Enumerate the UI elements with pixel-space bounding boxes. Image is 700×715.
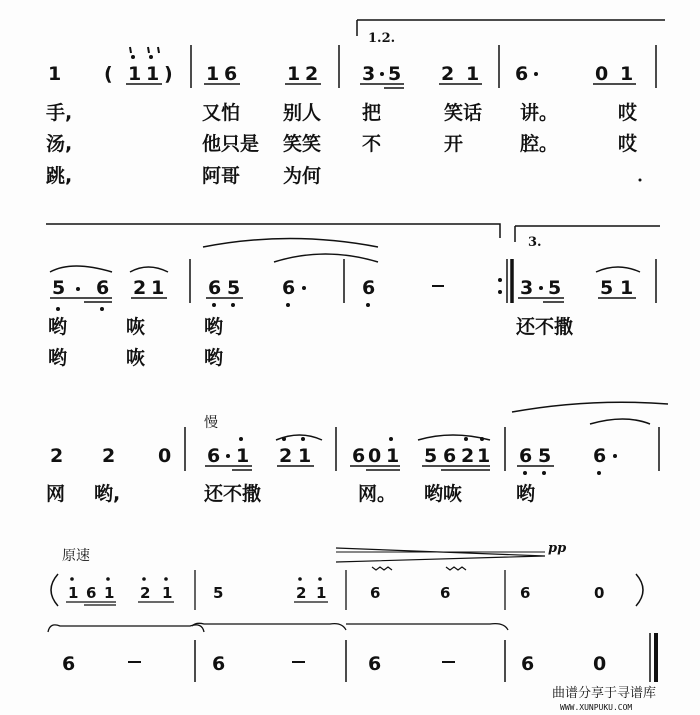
note: 5 [600,277,614,299]
note: 5 [52,277,66,299]
paren-open: ( [104,63,113,85]
note: 1 [298,445,312,467]
note: 6 [212,653,226,675]
lyric: 开 [444,133,464,155]
volta-label: 3. [528,235,542,250]
dynamic-mark: pp [548,541,567,556]
lyric: 网 [46,483,66,505]
note: 5 [548,277,562,299]
lyric: 哟 [48,347,68,369]
note: 2 [296,584,307,602]
lyric: 把 [362,102,382,124]
note: 6 [519,445,533,467]
note: 1 [316,584,327,602]
tempo-mark: 慢 [204,415,218,431]
system-1 [46,20,665,187]
note: 5 [227,277,241,299]
note: 1 [146,63,160,85]
note: 6 [440,584,451,602]
lyric: 讲。 [520,102,559,124]
volta-bracket-1-2 [357,20,665,36]
note: 1 [128,63,142,85]
note: 2 [441,63,455,85]
lyric: 还不撒 [204,483,262,505]
system-4 [48,541,656,682]
lyric: 又怕 [202,102,241,124]
note: 6 [521,653,535,675]
note: 5 [388,63,402,85]
note: 6 [224,63,238,85]
note: 0 [158,445,172,467]
lyric: 为何 [283,165,322,187]
system-2 [46,224,660,369]
hairpin [336,548,545,562]
note: 1 [206,63,220,85]
note: 1 [620,277,634,299]
note: 5 [538,445,552,467]
note: 1 [162,584,173,602]
note: 2 [305,63,319,85]
volta-label: 1.2. [368,31,396,46]
note: 6 [208,277,222,299]
note: 2 [140,584,151,602]
note: 6 [86,584,97,602]
lyric: 哎 [618,133,638,155]
lyric: 笑笑 [283,133,322,155]
note: 2 [102,445,116,467]
lyric: 阿哥 [202,165,241,187]
lyric: 他只是 [202,133,260,155]
note: 6 [368,653,382,675]
lyric: 哟 [204,347,224,369]
note: 3 [520,277,534,299]
note: 2 [461,445,475,467]
tempo-mark: 原速 [62,548,90,564]
note: 2 [279,445,293,467]
note: 1 [386,445,400,467]
lyric: 不 [362,133,382,155]
note: 1 [68,584,79,602]
lyric: 笑话 [444,102,483,124]
note: 0 [368,445,382,467]
note: 1 [466,63,480,85]
note: 5 [213,584,224,602]
lyric: 网。 [358,483,397,505]
note: 1 [48,63,62,85]
lyric: 哎 [618,102,638,124]
note: 1 [151,277,165,299]
lyric: 哟 [48,316,68,338]
note: 6 [362,277,376,299]
lyric: 哟 [204,316,224,338]
lyric: 还不撒 [516,316,574,338]
note: 6 [62,653,76,675]
lyric: 跳, [46,165,73,187]
note: 1 [104,584,115,602]
lyric: 哟咴 [424,483,463,505]
watermark-text: 曲谱分享于寻谱库 [552,686,657,701]
note: 0 [593,653,607,675]
note: 6 [96,277,110,299]
note: 6 [515,63,529,85]
note: 6 [443,445,457,467]
note: 5 [424,445,438,467]
note: 0 [595,63,609,85]
volta-bracket-end [46,224,500,238]
note: 2 [50,445,64,467]
paren-close: ) [164,63,173,85]
note: 6 [352,445,366,467]
note: 1 [236,445,250,467]
lyric: 别人 [283,102,322,124]
note: 3 [362,63,376,85]
note: 6 [282,277,296,299]
note: 6 [520,584,531,602]
note: 1 [477,445,491,467]
note: 6 [207,445,221,467]
note: 1 [620,63,634,85]
lyric: 手, [46,102,73,124]
note: 1 [287,63,301,85]
lyric: 腔。 [520,133,559,155]
note: 2 [133,277,147,299]
note: 6 [370,584,381,602]
lyric: 哟, [94,483,121,505]
lyric: 咴 [126,347,146,369]
lyric: 汤, [46,133,73,155]
watermark-url: WWW.XUNPUKU.COM [560,703,633,712]
system-3 [46,402,668,505]
lyric: 哟 [516,483,536,505]
note: 6 [593,445,607,467]
lyric: 咴 [126,316,146,338]
note: 0 [594,584,605,602]
